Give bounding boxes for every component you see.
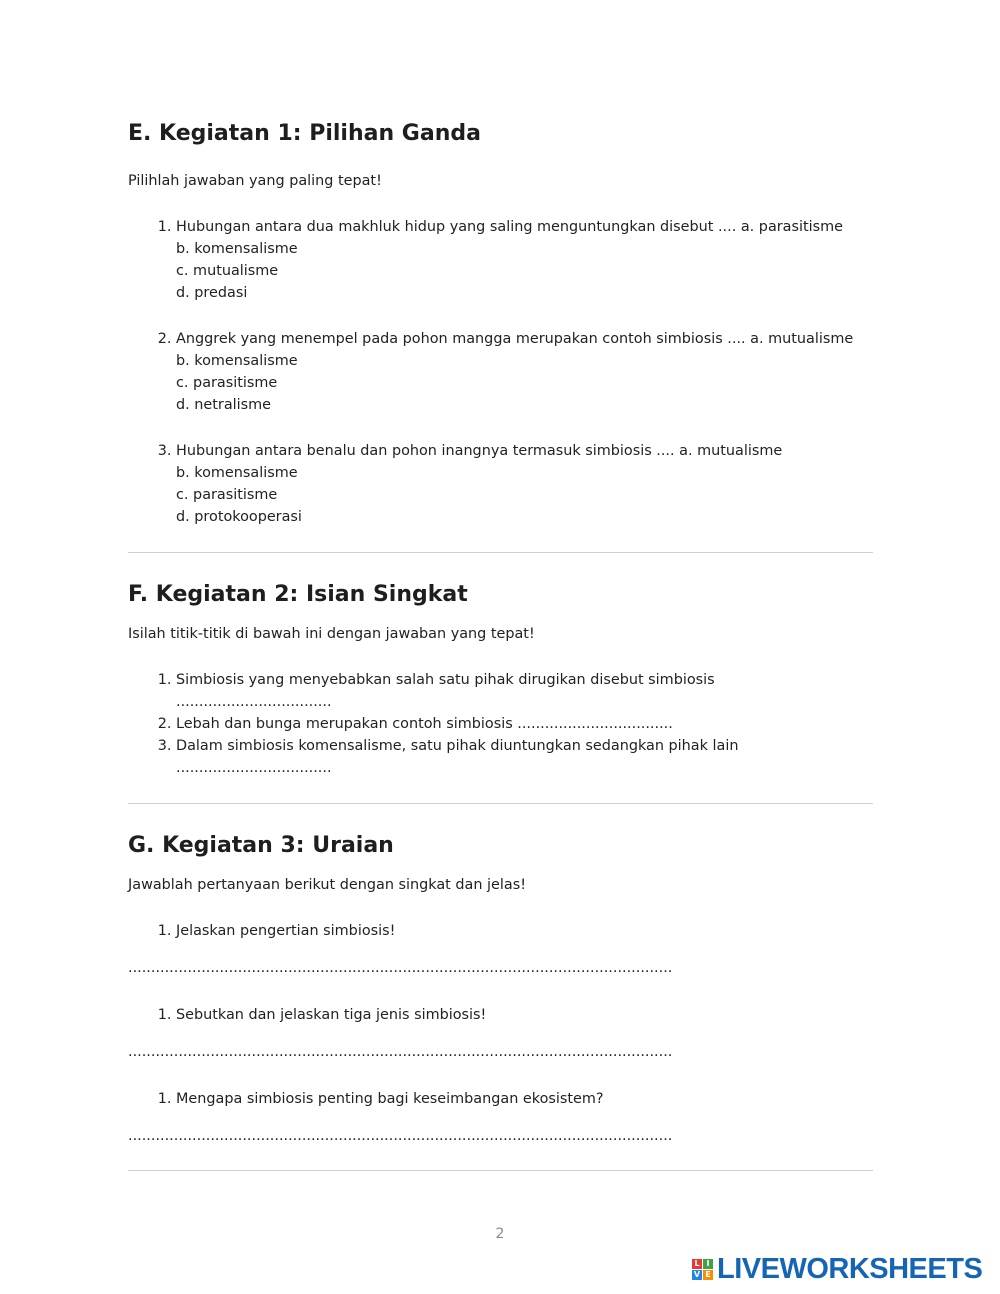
short-answer-item[interactable]: 3. Dalam simbiosis komensalisme, satu pihak diuntungkan sedangkan pihak lain .................................. — [176, 735, 873, 779]
mc-question-text: Hubungan antara dua makhluk hidup yang saling menguntungkan disebut .... a. parasitisme — [176, 219, 843, 235]
essay-question — [128, 1004, 873, 1026]
mc-option[interactable]: d. predasi — [176, 285, 248, 301]
section-f-title: F. Kegiatan 2: Isian Singkat — [128, 582, 468, 607]
mc-question — [176, 440, 873, 528]
logo-mark-icon — [692, 1259, 713, 1280]
short-answer-item[interactable]: 1. Simbiosis yang menyebabkan salah satu pihak dirugikan disebut simbiosis .................................. — [176, 669, 873, 713]
mc-option[interactable]: c. parasitisme — [176, 487, 278, 503]
essay-question-text: 1. Jelaskan pengertian simbiosis! — [176, 920, 873, 942]
section-divider — [128, 803, 873, 804]
mc-option[interactable]: b. komensalisme — [176, 353, 298, 369]
section-divider — [128, 1170, 873, 1171]
mc-option[interactable]: c. parasitisme — [176, 375, 278, 391]
mc-question — [176, 216, 873, 304]
answer-line[interactable]: ....................................................................................................................... — [128, 960, 673, 976]
mc-question — [176, 328, 873, 416]
section-e-instruction: Pilihlah jawaban yang paling tepat! — [128, 173, 382, 189]
mc-question-text: Anggrek yang menempel pada pohon mangga merupakan contoh simbiosis .... a. mutualisme — [176, 331, 854, 347]
logo-text: LIVEWORKSHEETS — [717, 1252, 983, 1285]
essay-question — [128, 920, 873, 942]
essay-question-text: 1. Sebutkan dan jelaskan tiga jenis simbiosis! — [176, 1004, 873, 1026]
multiple-choice-list — [128, 216, 873, 528]
logo-mark-cell: I — [703, 1259, 713, 1269]
liveworksheets-logo[interactable] — [692, 1254, 982, 1284]
worksheet-content — [128, 118, 873, 1171]
page-number: 2 — [495, 1226, 505, 1242]
essay-question-text: 1. Mengapa simbiosis penting bagi keseimbangan ekosistem? — [176, 1088, 873, 1110]
section-f-instruction: Isilah titik-titik di bawah ini dengan jawaban yang tepat! — [128, 626, 535, 642]
logo-mark-cell: V — [693, 1269, 701, 1279]
section-e-title: E. Kegiatan 1: Pilihan Ganda — [128, 121, 481, 146]
short-answer-list — [128, 669, 873, 779]
short-answer-item[interactable]: 2. Lebah dan bunga merupakan contoh simbiosis .................................. — [176, 713, 873, 735]
logo-mark-cell: E — [703, 1270, 713, 1280]
mc-question-text: Hubungan antara benalu dan pohon inangnya termasuk simbiosis .... a. mutualisme — [176, 443, 783, 459]
section-g-title: G. Kegiatan 3: Uraian — [128, 833, 394, 858]
answer-line[interactable]: ....................................................................................................................... — [128, 1128, 673, 1144]
essay-question — [128, 1088, 873, 1110]
mc-option[interactable]: c. mutualisme — [176, 263, 279, 279]
mc-option[interactable]: b. komensalisme — [176, 241, 298, 257]
mc-option[interactable]: d. protokooperasi — [176, 509, 302, 525]
mc-option[interactable]: d. netralisme — [176, 397, 272, 413]
section-g-instruction: Jawablah pertanyaan berikut dengan singkat dan jelas! — [128, 877, 526, 893]
answer-line[interactable]: ....................................................................................................................... — [128, 1044, 673, 1060]
mc-option[interactable]: b. komensalisme — [176, 465, 298, 481]
section-divider — [128, 552, 873, 553]
logo-mark-cell: L — [692, 1259, 702, 1269]
